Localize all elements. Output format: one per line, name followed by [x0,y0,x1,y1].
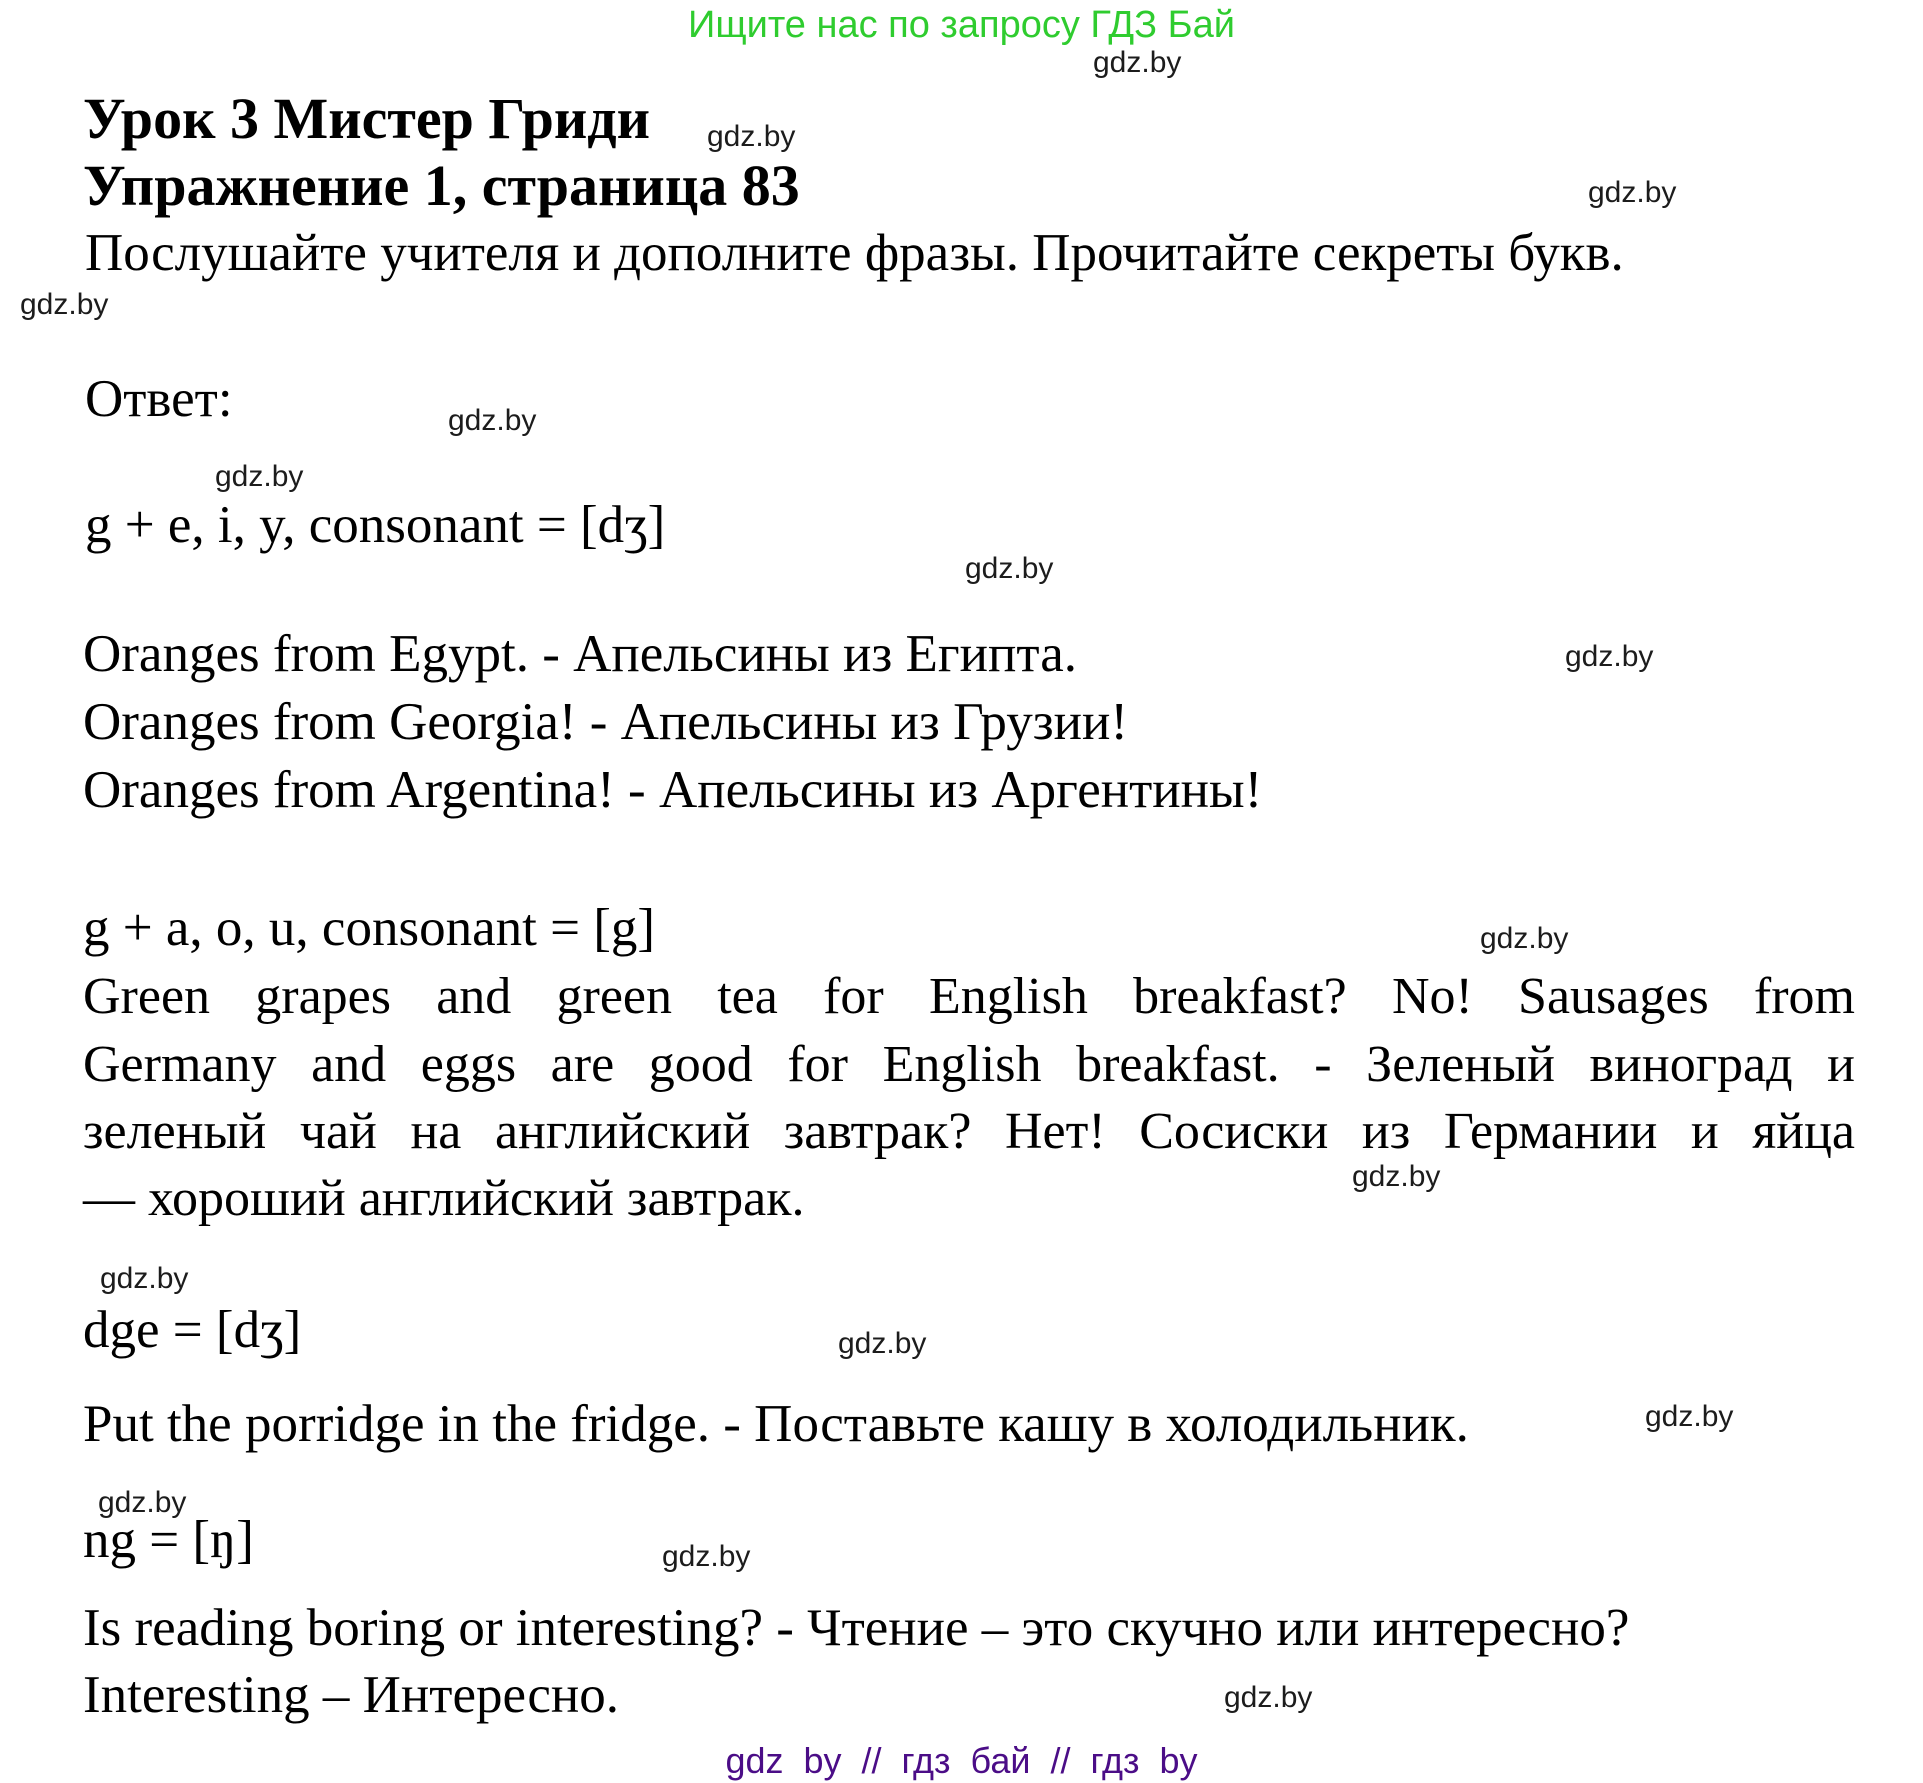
rule1-example-line: Oranges from Egypt. - Апельсины из Египта. [83,625,1077,683]
rule4-formula: ng = [ŋ] [83,1511,254,1569]
rule1-example-line: Oranges from Georgia! - Апельсины из Грузии! [83,693,1129,751]
watermark: gdz.by [965,552,1054,585]
watermark: gdz.by [1588,176,1677,209]
rule4-example-line: Is reading boring or interesting? - Чтение – это скучно или интересно? [83,1599,1630,1657]
watermark: gdz.by [20,288,109,321]
watermark: gdz.by [1480,922,1569,955]
watermark: gdz.by [1224,1681,1313,1714]
promo-banner: Ищите нас по запросу ГДЗ Бай [688,4,1235,46]
task-description: Послушайте учителя и дополните фразы. Прочитайте секреты букв. [85,224,1624,282]
rule2-paragraph-line: Green grapes and green tea for English breakfast? No! Sausages from [83,968,1855,1025]
watermark: gdz.by [1093,46,1182,79]
watermark: gdz.by [98,1486,187,1519]
watermark: gdz.by [707,120,796,153]
watermark: gdz.by [100,1262,189,1295]
rule2-paragraph-line: Germany and eggs are good for English breakfast. - Зеленый виноград и [83,1036,1855,1093]
lesson-title: Урок 3 Мистер Гриди [83,86,651,151]
watermark: gdz.by [838,1327,927,1360]
watermark: gdz.by [662,1540,751,1573]
rule1-formula: g + e, i, y, consonant = [dʒ] [85,496,666,554]
watermark: gdz.by [1352,1160,1441,1193]
site-footer: gdz by // гдз бай // гдз by [725,1740,1198,1781]
watermark: gdz.by [215,460,304,493]
answer-label: Ответ: [85,370,233,428]
watermark: gdz.by [1645,1400,1734,1433]
exercise-subtitle: Упражнение 1, страница 83 [83,153,800,218]
rule4-example-line: Interesting – Интересно. [83,1666,619,1724]
rule3-example: Put the porridge in the fridge. - Поставьте кашу в холодильник. [83,1395,1469,1453]
rule2-formula: g + a, o, u, consonant = [g] [83,899,656,957]
rule3-formula: dge = [dʒ] [83,1301,302,1359]
watermark: gdz.by [1565,640,1654,673]
rule1-examples [83,621,1262,825]
rule2-paragraph-line: — хороший английский завтрак. [83,1170,805,1227]
rule1-example-line: Oranges from Argentina! - Апельсины из Аргентины! [83,761,1263,819]
watermark: gdz.by [448,404,537,437]
rule2-paragraph-line: зеленый чай на английский завтрак? Нет! Сосиски из Германии и яйца [83,1103,1855,1160]
